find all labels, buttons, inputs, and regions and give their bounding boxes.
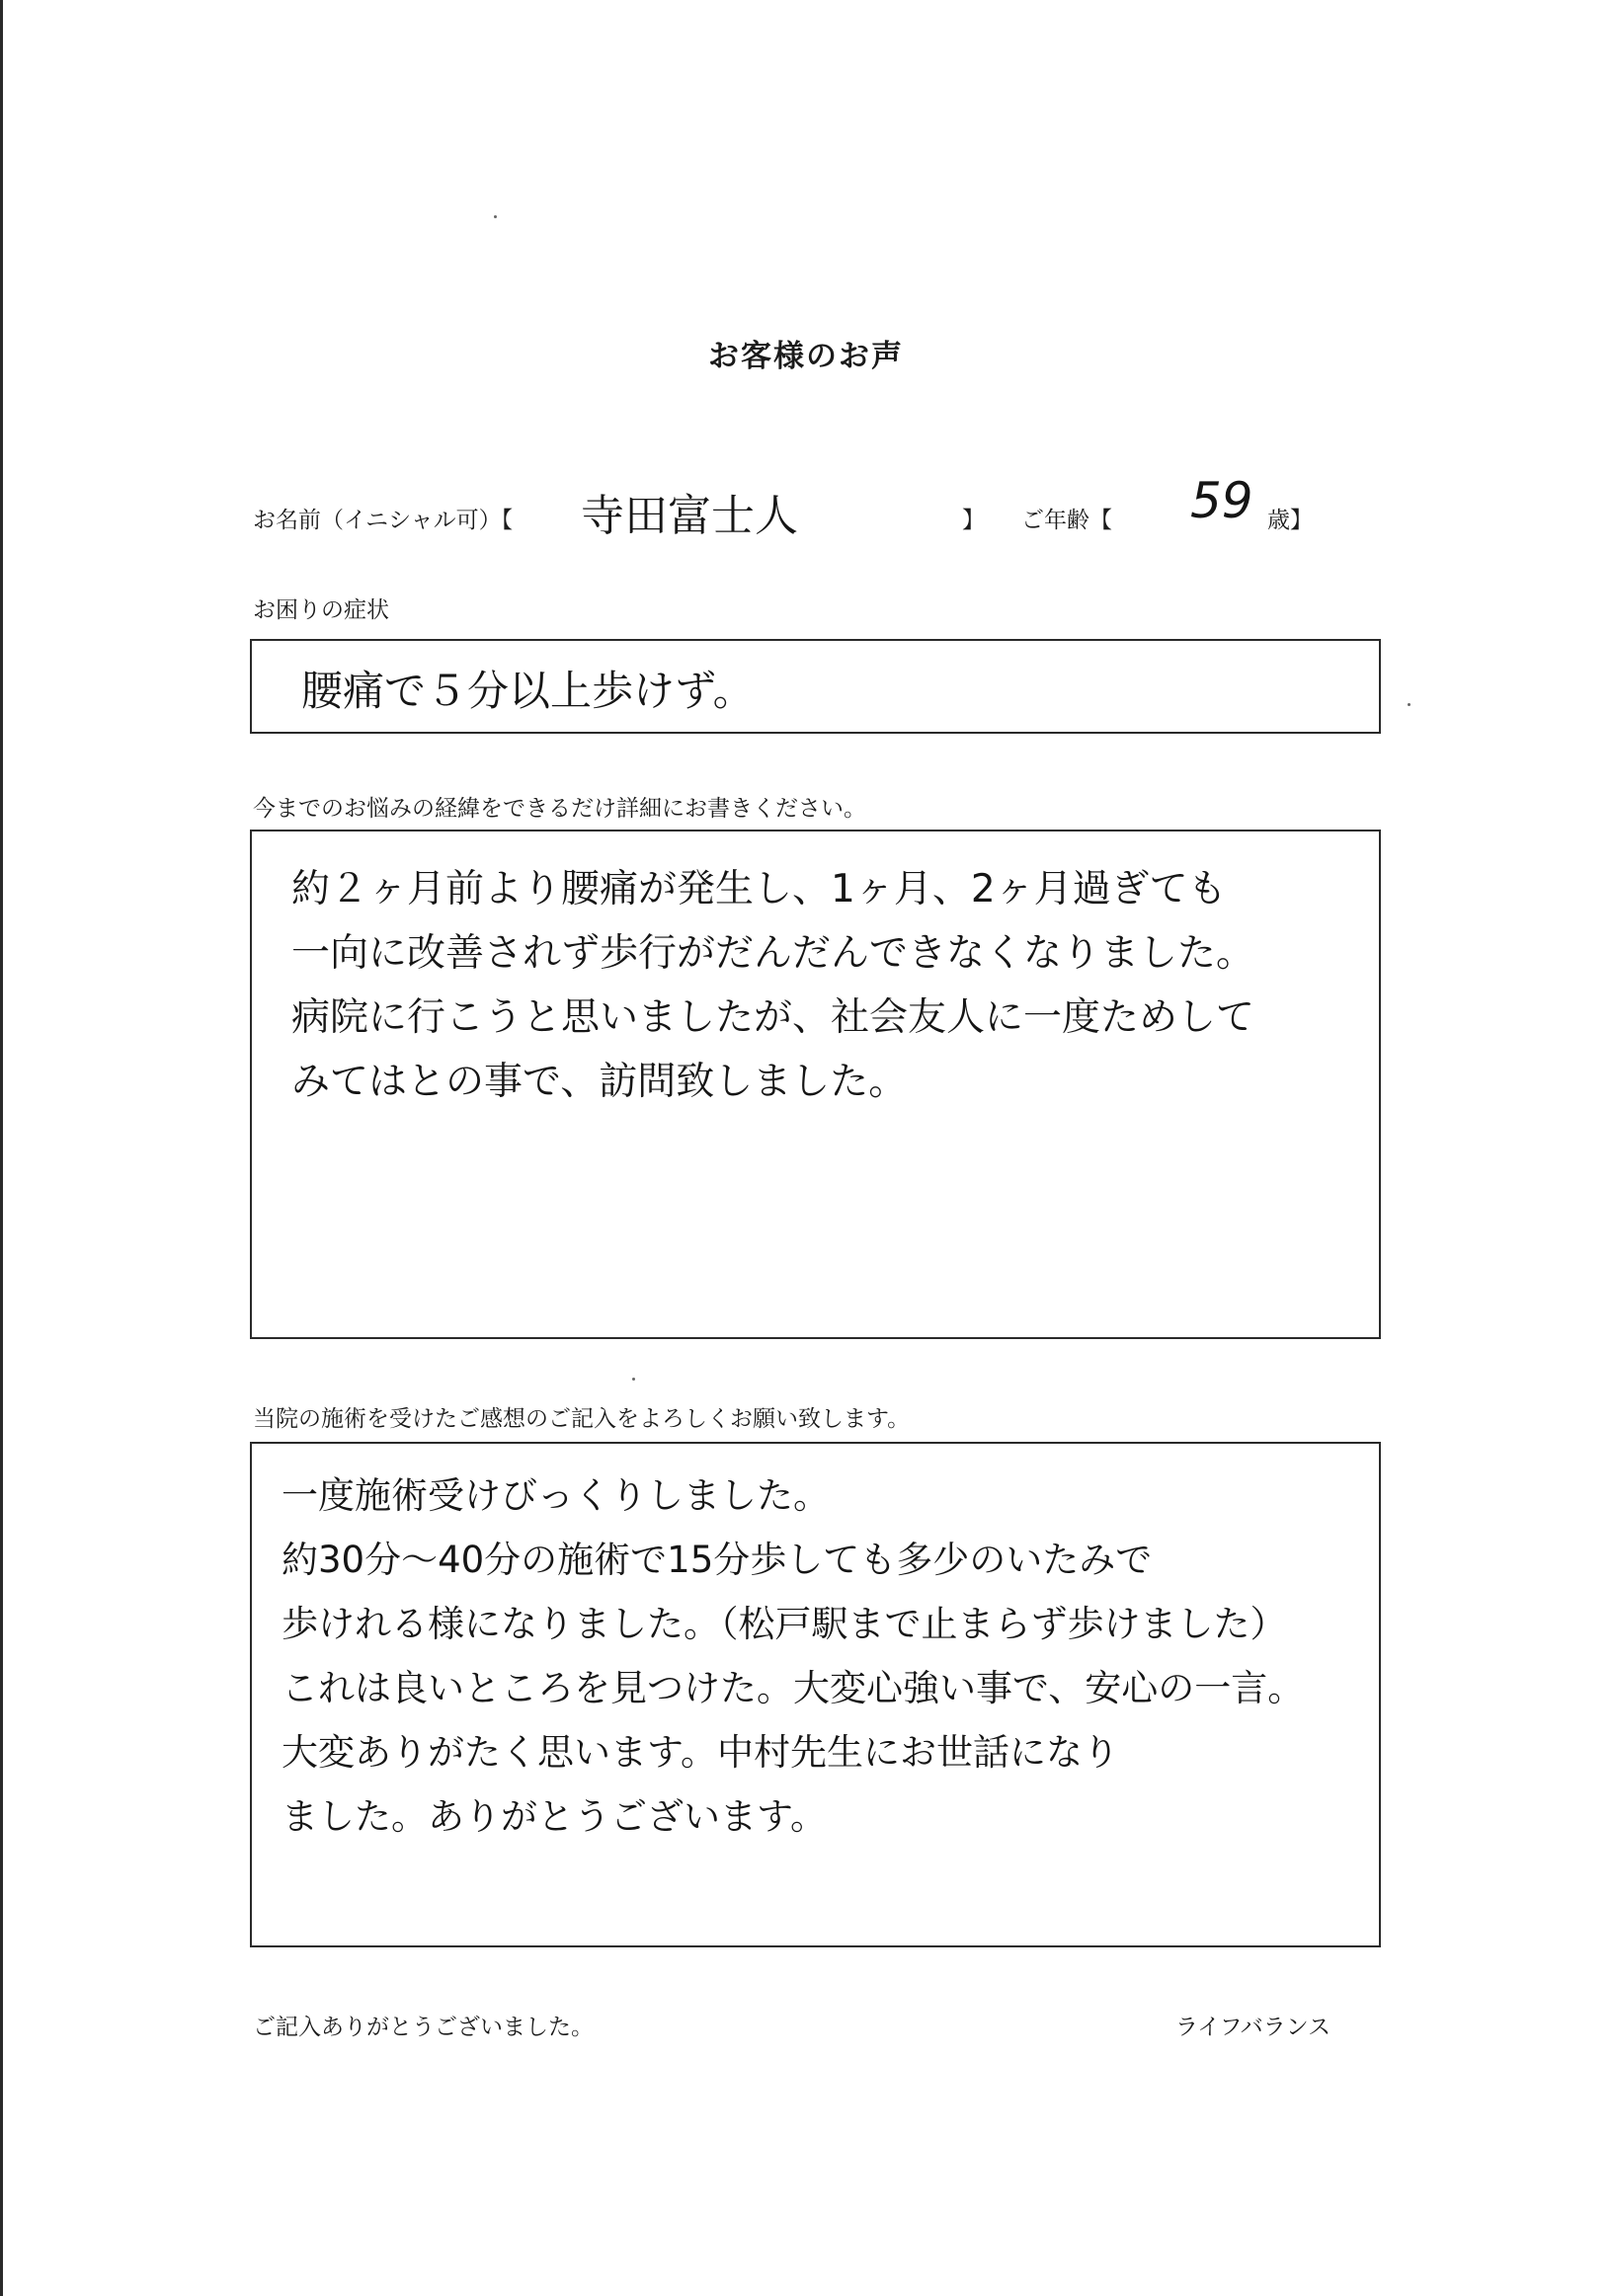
impression-line: ました。ありがとうございます。: [282, 1795, 828, 1838]
history-line: 一向に改善されず歩行がだんだんできなくなりました。: [291, 931, 1255, 976]
impression-line: 約30分～40分の施術で15分歩しても多少のいたみで: [282, 1539, 1153, 1581]
impression-line: 歩けれる様になりました。（松戸駅まで止まらず歩けました）: [282, 1603, 1287, 1645]
history-text: [291, 857, 1254, 1114]
age-label: ご年齢【: [1021, 508, 1112, 533]
impression-line: これは良いところを見つけた。大変心強い事で、安心の一言。: [282, 1667, 1305, 1709]
symptom-text: 腰痛で５分以上歩けず。: [301, 667, 755, 715]
history-label: 今までのお悩みの経緯をできるだけ詳細にお書きください。: [253, 796, 866, 822]
brand-name: ライフバランス: [1175, 2015, 1331, 2040]
history-line: 病院に行こうと思いましたが、社会友人に一度ためして: [291, 995, 1255, 1040]
name-value: 寺田富士人: [581, 491, 798, 541]
history-box: [250, 830, 1381, 1339]
symptom-label: お困りの症状: [253, 597, 389, 623]
scan-speck: [632, 1378, 635, 1381]
age-suffix: 歳】: [1267, 508, 1313, 533]
history-line: みてはとの事で、訪問致しました。: [291, 1060, 908, 1104]
thanks-text: ご記入ありがとうございました。: [253, 2015, 594, 2040]
form-title: お客様のお声: [708, 339, 904, 374]
history-line: 約２ヶ月前より腰痛が発生し、1ヶ月、2ヶ月過ぎても: [291, 867, 1227, 911]
impression-text: [282, 1464, 1304, 1849]
impression-line: 一度施術受けびっくりしました。: [282, 1474, 830, 1517]
scan-speck: [494, 215, 497, 218]
symptom-box: [250, 639, 1381, 734]
impression-box: [250, 1442, 1381, 1947]
impression-label: 当院の施術を受けたご感想のご記入をよろしくお願い致します。: [253, 1406, 911, 1432]
scan-speck: [1408, 703, 1410, 706]
name-bracket-close: 】: [962, 508, 985, 533]
name-label: お名前（イニシャル可）【: [253, 508, 514, 533]
impression-line: 大変ありがたく思います。中村先生にお世話になり: [282, 1731, 1120, 1774]
age-value: 59: [1190, 472, 1253, 529]
